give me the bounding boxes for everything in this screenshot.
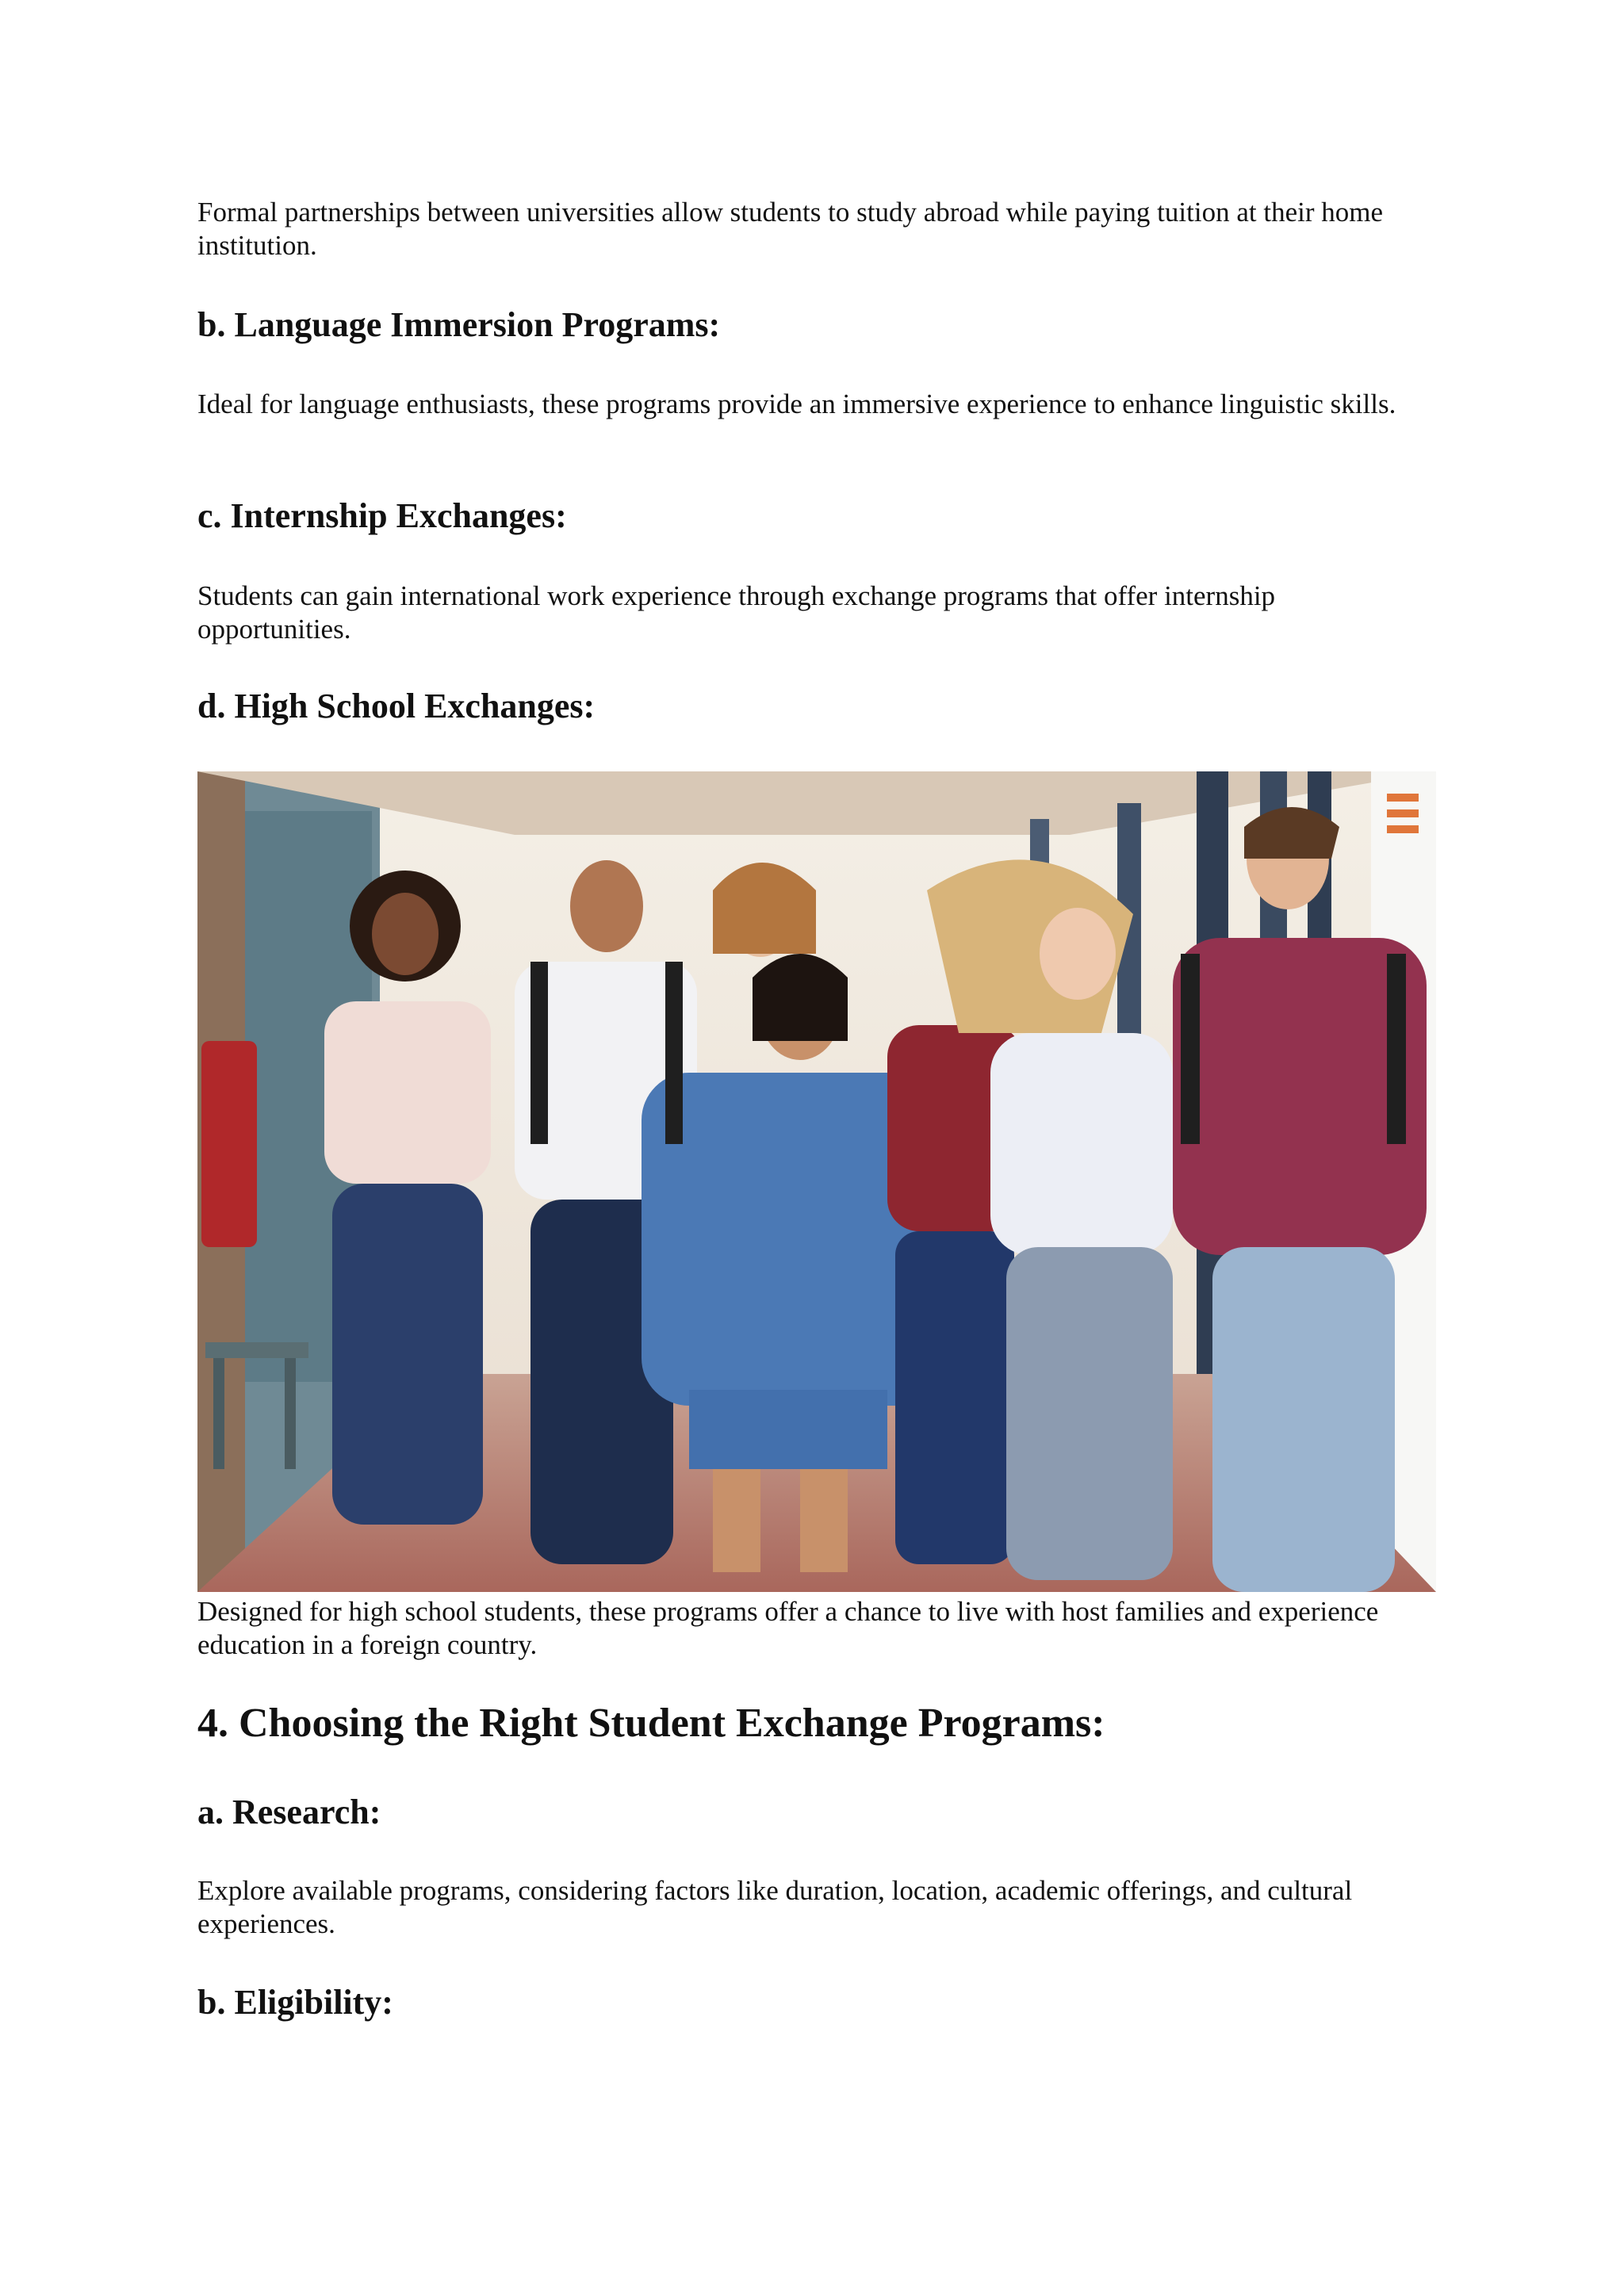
heading-language-immersion: b. Language Immersion Programs: [197,305,721,344]
high-school-students-photo [197,771,1436,1592]
heading-choosing-right-programs: 4. Choosing the Right Student Exchange Programs: [197,1701,1105,1746]
paragraph-high-school-exchanges: Designed for high school students, these programs offer a chance to live with host families and experience education in a foreign country. [197,1596,1379,1660]
heading-eligibility: b. Eligibility: [197,1983,393,2022]
heading-high-school-exchanges: d. High School Exchanges: [197,687,596,725]
heading-research: a. Research: [197,1793,381,1831]
paragraph-language-immersion: Ideal for language enthusiasts, these programs provide an immersive experience to enhance linguistic skills. [197,388,1396,419]
heading-internship-exchanges: c. Internship Exchanges: [197,496,567,535]
paragraph-internship-exchanges: Students can gain international work experience through exchange programs that offer internship opportunities. [197,580,1276,645]
paragraph-research: Explore available programs, considering factors like duration, location, academic offerings, and cultural experiences. [197,1875,1353,1939]
intro-paragraph: Formal partnerships between universities allow students to study abroad while paying tuition at their home institution. [197,197,1383,261]
